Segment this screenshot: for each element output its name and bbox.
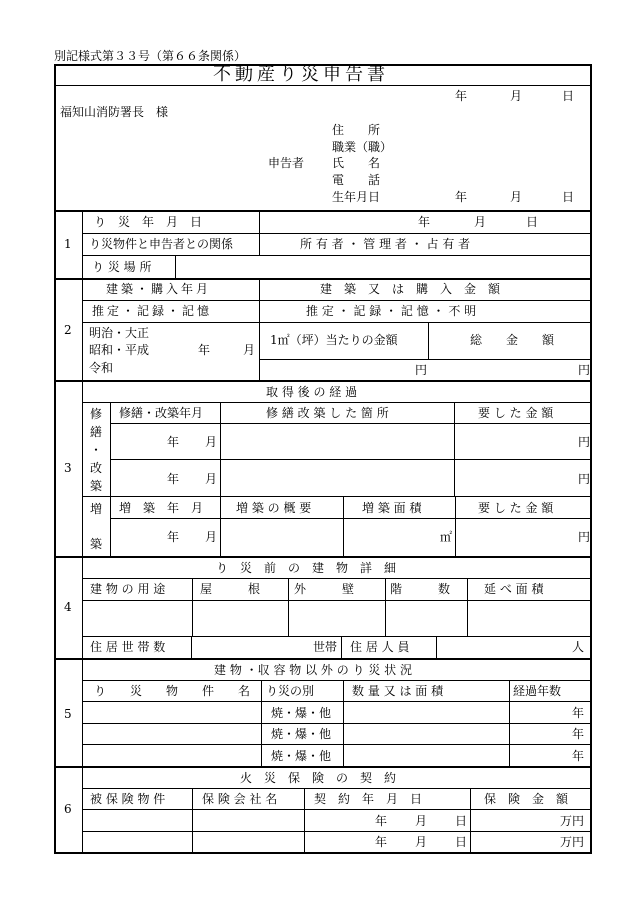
birth-year-label: 年 <box>455 190 468 204</box>
residents-label: 住 居 人 員 <box>350 640 410 654</box>
wall-label: 外 壁 <box>294 582 355 596</box>
roof-label: 屋 根 <box>200 582 261 596</box>
damage-type-row2: 焼・爆・他 <box>271 727 332 741</box>
repair-place-label: 修 繕 改 築 し た 箇 所 <box>266 406 389 420</box>
elapsed-row2-unit: 年 <box>572 727 585 741</box>
extension-yen: 円 <box>578 530 591 544</box>
extension-cost-label: 要 し た 金 額 <box>478 501 554 515</box>
disaster-date-label: り 災 年 月 日 <box>94 215 203 229</box>
disaster-month-label: 月 <box>474 215 487 229</box>
era-reiwa: 令和 <box>89 361 114 375</box>
applicant-label: 申告者 <box>268 156 305 170</box>
extension-area-label: 増 築 面 積 <box>362 501 422 515</box>
contract-row2-month: 月 <box>415 835 428 849</box>
header-month-label: 月 <box>510 89 523 103</box>
era-meiji-taisho: 明治・大正 <box>89 326 150 340</box>
estimate-left-label: 推定・記録・記憶 <box>92 304 213 318</box>
residents-unit: 人 <box>572 640 585 654</box>
build-amount-label: 建 築 又 は 購 入 金 額 <box>320 282 501 296</box>
extension-summary-label: 増 築 の 概 要 <box>236 501 312 515</box>
contract-row2-year: 年 <box>375 835 388 849</box>
era-year-label: 年 <box>198 343 211 357</box>
applicant-birthdate-label: 生年月日 <box>332 190 381 204</box>
relation-label: り災物件と申告者との関係 <box>89 237 234 251</box>
floors-label: 階 数 <box>390 582 451 596</box>
extension-date-label: 増 築 年 月 <box>119 501 204 515</box>
quantity-area-label: 数 量 又 は 面 積 <box>352 684 444 698</box>
elapsed-years-label: 経過年数 <box>513 684 562 698</box>
birth-month-label: 月 <box>510 190 523 204</box>
repair-vertical-3: ・ <box>90 443 103 457</box>
repair-row2-year: 年 <box>167 472 180 486</box>
total-yen-unit: 円 <box>578 363 591 377</box>
contract-date-label: 契 約 年 月 日 <box>314 792 423 806</box>
per-sqm-label: 1㎡（坪）当たりの金額 <box>270 333 398 347</box>
extension-vertical-2: 築 <box>90 537 103 551</box>
extension-vertical-1: 増 <box>90 502 103 516</box>
insured-item-label: 被 保 険 物 件 <box>90 792 166 806</box>
repair-row2-yen: 円 <box>578 472 591 486</box>
header-year-label: 年 <box>455 89 468 103</box>
damage-type-label: り災の別 <box>266 684 315 698</box>
repair-row1-month: 月 <box>205 435 218 449</box>
header-day-label: 日 <box>562 89 575 103</box>
page-title: 不動産り災申告書 <box>213 64 389 85</box>
elapsed-row1-unit: 年 <box>572 706 585 720</box>
damage-type-row3: 焼・爆・他 <box>271 749 332 763</box>
repair-vertical-5: 築 <box>90 479 103 493</box>
extension-area-unit: ㎡ <box>440 530 453 544</box>
section-3-number: 3 <box>64 461 72 475</box>
addressee: 福知山消防署長 様 <box>60 105 169 119</box>
households-unit: 世帯 <box>313 640 338 654</box>
section-1-number: 1 <box>64 237 72 251</box>
applicant-name-label: 氏 名 <box>332 156 381 170</box>
floor-area-label: 延 べ 面 積 <box>484 582 544 596</box>
section-4-number: 4 <box>64 600 72 614</box>
applicant-address-label: 住 所 <box>332 123 381 137</box>
damaged-item-label: り 災 物 件 名 <box>94 684 251 698</box>
contract-row2-day: 日 <box>455 835 468 849</box>
built-date-label: 建築・購入年月 <box>106 282 212 296</box>
disaster-day-label: 日 <box>526 215 539 229</box>
repair-vertical-1: 修 <box>90 407 103 421</box>
extension-month: 月 <box>205 530 218 544</box>
era-month-label: 月 <box>243 343 256 357</box>
section-2-number: 2 <box>64 323 72 337</box>
section-5-number: 5 <box>64 707 72 721</box>
building-usage-label: 建 物 の 用 途 <box>90 582 166 596</box>
extension-year: 年 <box>167 530 180 544</box>
applicant-occupation-label: 職業（職） <box>332 140 393 154</box>
estimate-right-label: 推 定 ・ 記 録 ・ 記 憶 ・ 不 明 <box>306 304 477 318</box>
repair-row1-yen: 円 <box>578 435 591 449</box>
disaster-year-label: 年 <box>418 215 431 229</box>
repair-cost-label: 要 し た 金 額 <box>478 406 554 420</box>
applicant-phone-label: 電 話 <box>332 173 381 187</box>
contract-row1-year: 年 <box>375 814 388 828</box>
damage-type-row1: 焼・爆・他 <box>271 706 332 720</box>
elapsed-row3-unit: 年 <box>572 749 585 763</box>
total-amount-label: 総 金 額 <box>470 333 555 347</box>
other-damage-header: 建 物 ・収 容 物 以 外 の り 災 状 況 <box>214 663 412 677</box>
repair-vertical-2: 繕 <box>90 425 103 439</box>
repair-vertical-4: 改 <box>90 461 103 475</box>
amount-row1-unit: 万円 <box>560 814 585 828</box>
section-6-number: 6 <box>64 802 72 816</box>
insurance-company-label: 保 険 会 社 名 <box>202 792 278 806</box>
households-label: 住 居 世 帯 数 <box>90 640 166 654</box>
contract-row1-month: 月 <box>415 814 428 828</box>
after-acquisition-header: 取 得 後 の 経 過 <box>266 385 358 399</box>
insurance-amount-label: 保 険 金 額 <box>484 792 569 806</box>
repair-row2-month: 月 <box>205 472 218 486</box>
form-number: 別記様式第３３号（第６６条関係） <box>54 49 247 63</box>
repair-date-label: 修繕・改築年月 <box>119 406 204 420</box>
building-detail-header: り 災 前 の 建 物 詳 細 <box>216 561 397 575</box>
era-showa-heisei: 昭和・平成 <box>89 343 150 357</box>
relation-value: 所 有 者 ・ 管 理 者 ・ 占 有 者 <box>300 237 471 251</box>
contract-row1-day: 日 <box>455 814 468 828</box>
per-sqm-yen-unit: 円 <box>415 363 428 377</box>
amount-row2-unit: 万円 <box>560 835 585 849</box>
repair-row1-year: 年 <box>167 435 180 449</box>
fire-insurance-header: 火 災 保 険 の 契 約 <box>240 771 397 785</box>
birth-day-label: 日 <box>562 190 575 204</box>
disaster-place-label: り 災 場 所 <box>92 260 152 274</box>
